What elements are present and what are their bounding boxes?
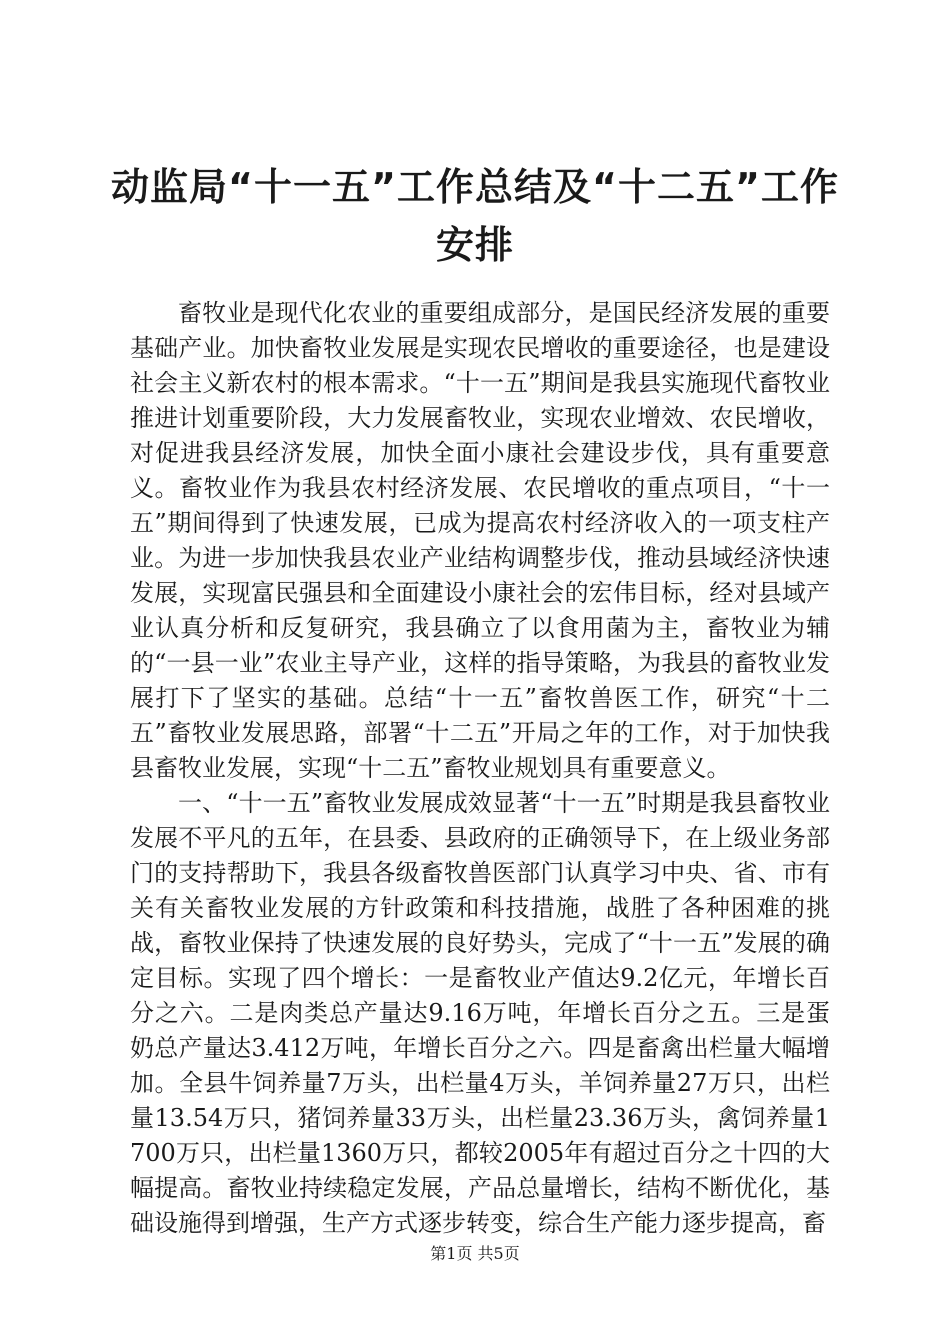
document-title [110,158,840,274]
title-line-1: 动监局“十一五”工作总结及“十二五”工作 [111,165,839,209]
page-number-footer: 第1页 共5页 [430,1244,520,1263]
paragraph-2: 一、“十一五”畜牧业发展成效显著“十一五”时期是我县畜牧业发展不平凡的五年，在县委、县政府的正确领导下，在上级业务部门的支持帮助下，我县各级畜牧兽医部门认真学习中央、省、市有关有关畜牧业发展的方针政策和科技措施，战胜了各种困难的挑战，畜牧业保持了快速发展的良好势头，完成了“十一五”发展的确定目标。实现了四个增长：一是畜牧业产值达9.2亿元，年增长百分之六。二是肉类总产量达9.16万吨，年增长百分之五。三是蛋奶总产量达3.412万吨，年增长百分之六。四是畜禽出栏量大幅增加。全县牛饲养量7万头，出栏量4万头，羊饲养量27万只，出栏量13.54万只，猪饲养量33万头，出栏量23.36万头，禽饲养量1700万只，出栏量1360万只，都较2005年有超过百分之十四的大幅提高。畜牧业持续稳定发展，产品总量增长，结构不断优化，基础设施得到增强，生产方式逐步转变，综合生产能力逐步提高，畜 [130,789,830,1237]
paragraph-1: 畜牧业是现代化农业的重要组成部分，是国民经济发展的重要基础产业。加快畜牧业发展是实现农民增收的重要途径，也是建设社会主义新农村的根本需求。“十一五”期间是我县实施现代畜牧业推进计划重要阶段，大力发展畜牧业，实现农业增效、农民增收，对促进我县经济发展，加快全面小康社会建设步伐，具有重要意义。畜牧业作为我县农村经济发展、农民增收的重点项目，“十一五”期间得到了快速发展，已成为提高农村经济收入的一项支柱产业。为进一步加快我县农业产业结构调整步伐，推动县域经济快速发展，实现富民强县和全面建设小康社会的宏伟目标，经对县域产业认真分析和反复研究，我县确立了以食用菌为主，畜牧业为辅的“一县一业”农业主导产业，这样的指导策略，为我县的畜牧业发展打下了坚实的基础。总结“十一五”畜牧兽医工作，研究“十二五”畜牧业发展思路，部署“十二五”开局之年的工作，对于加快我县畜牧业发展，实现“十二五”畜牧业规划具有重要意义。 [130,299,830,782]
title-line-2: 安排 [435,223,514,267]
document-body [130,296,830,1241]
